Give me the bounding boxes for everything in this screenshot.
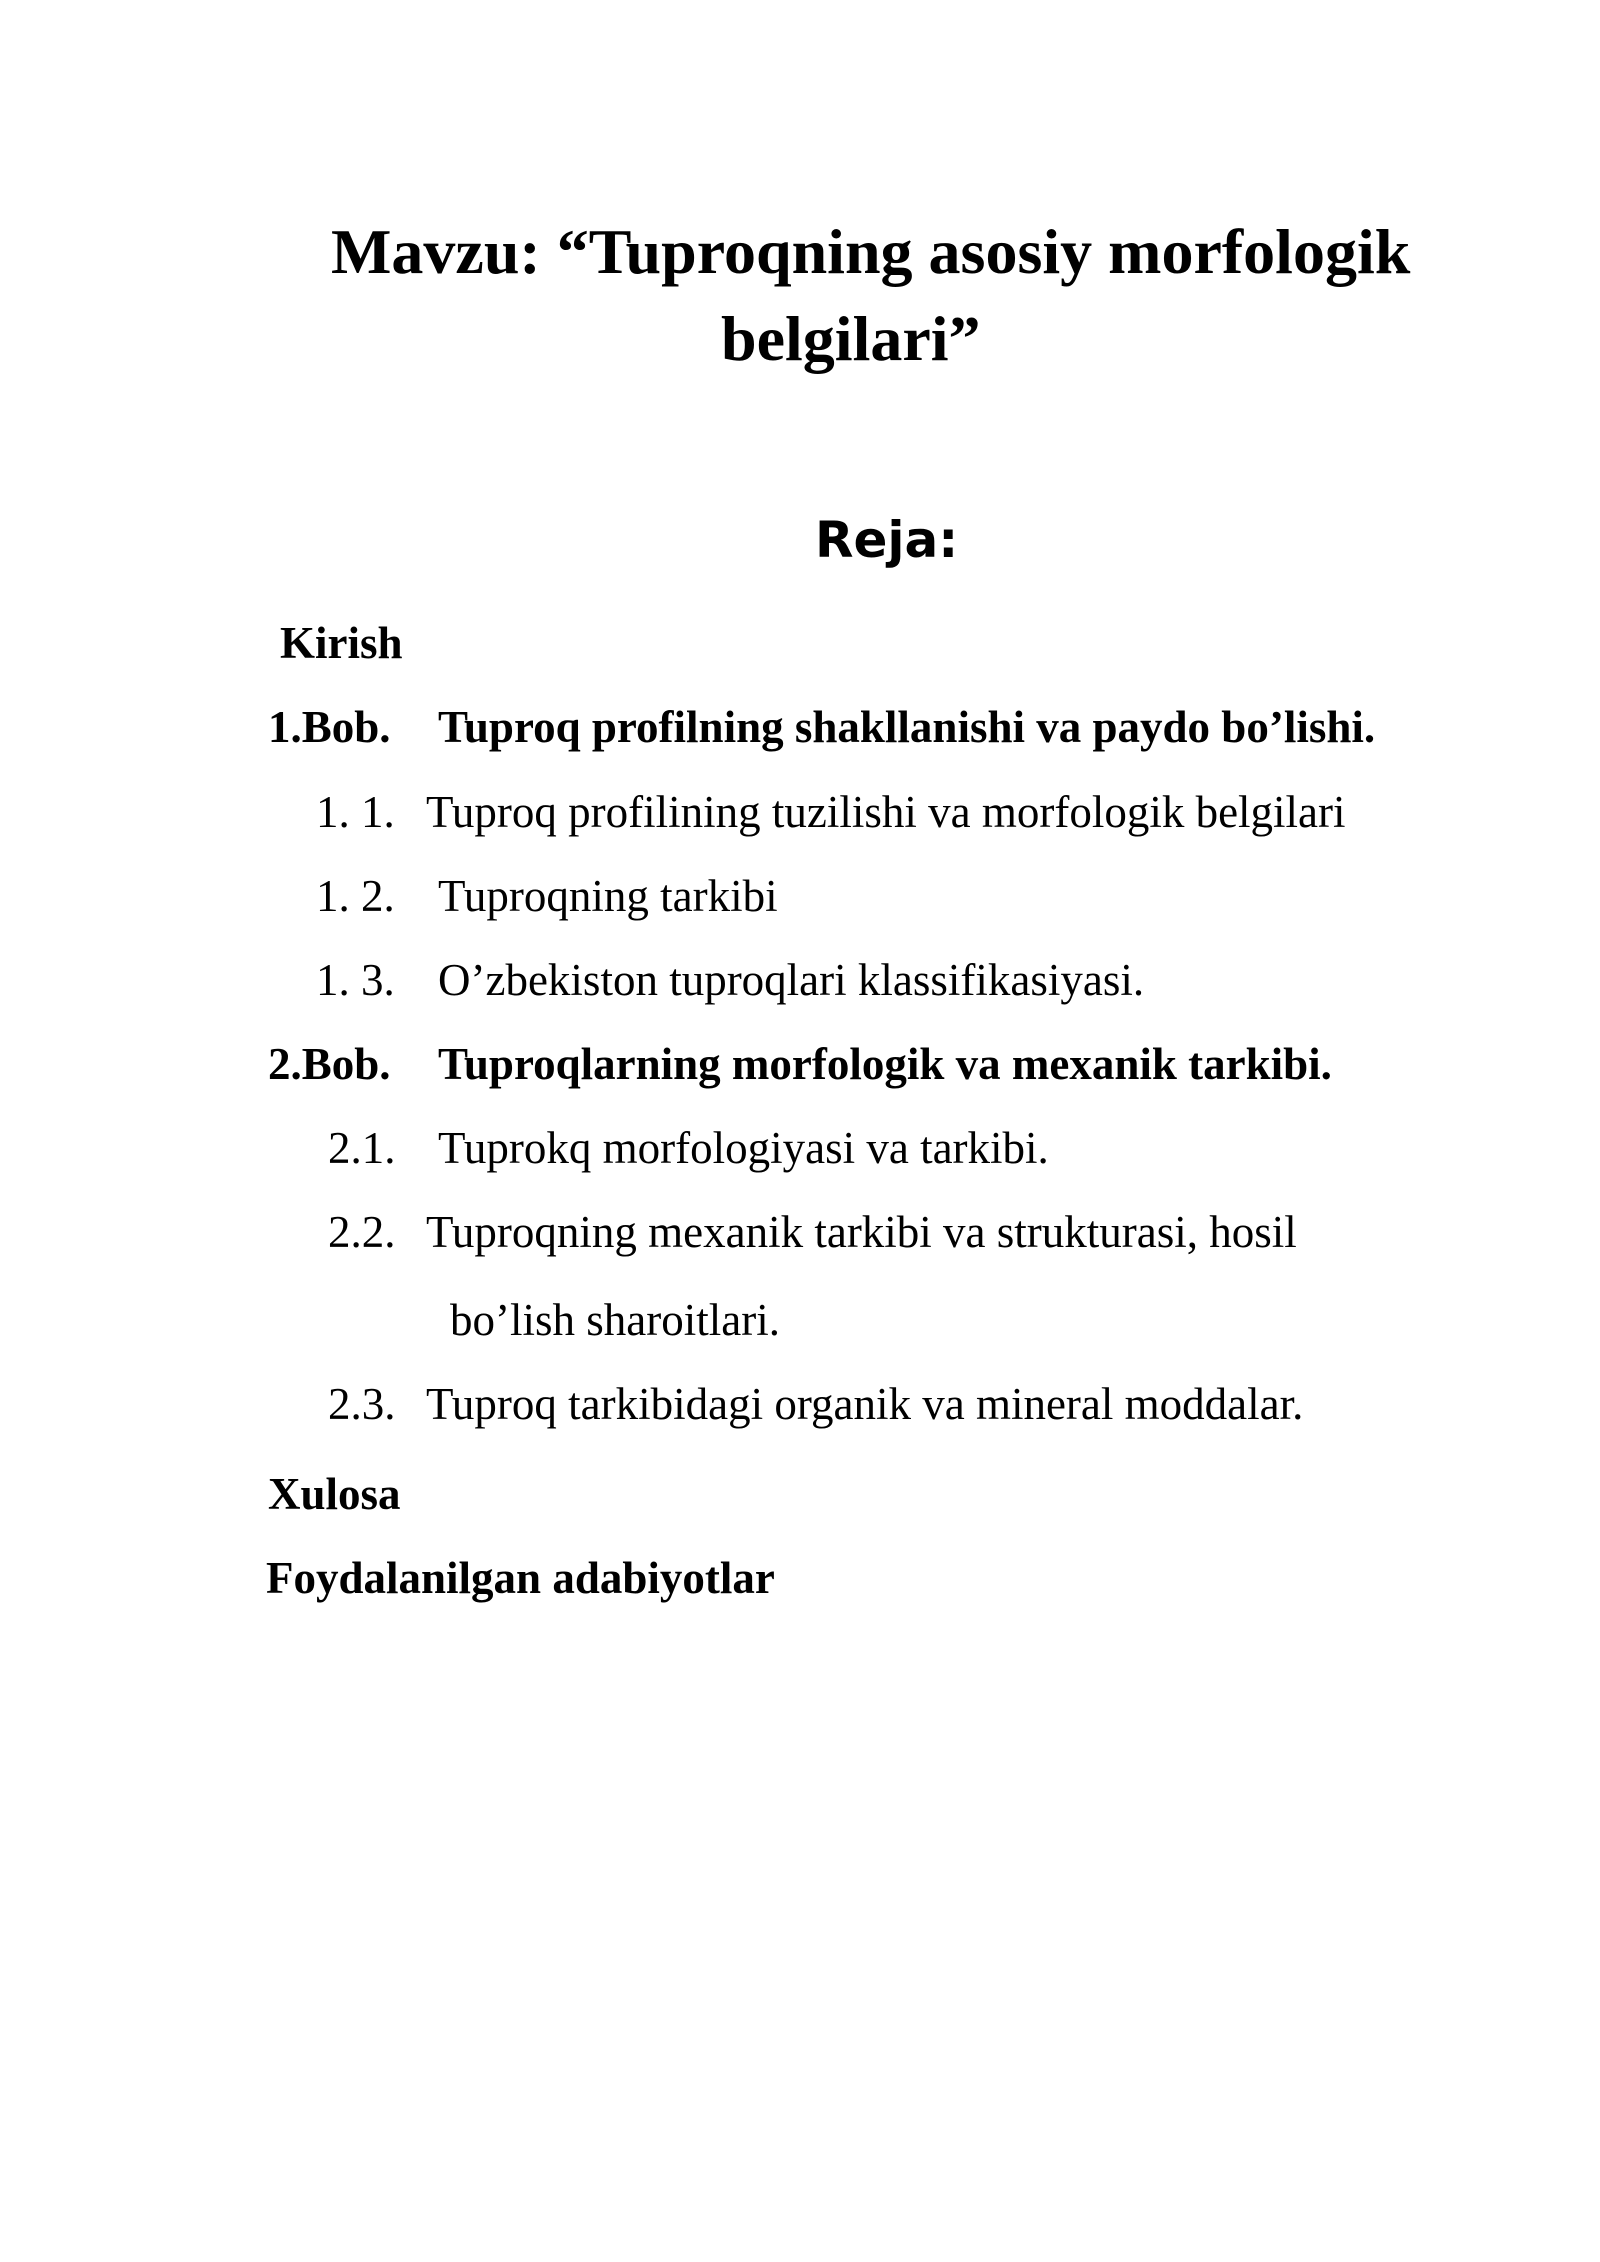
- toc-section-2-2-title: Tuproqning mexanik tarkibi va strukturasi, hosil: [426, 1207, 1297, 1257]
- title-line-1: Mavzu: “Tuproqning asosiy morfologik: [331, 216, 1411, 287]
- title-line-2: belgilari”: [721, 303, 981, 374]
- toc-conclusion: Xulosa: [268, 1469, 401, 1519]
- toc-chapter-1-number: 1.Bob.: [268, 702, 391, 752]
- toc-section-2-2-number: 2.2.: [328, 1207, 396, 1257]
- toc-section-1-1-number: 1. 1.: [316, 787, 395, 837]
- plan-heading: Reja:: [815, 511, 959, 569]
- toc-section-1-3-number: 1. 3.: [316, 955, 395, 1005]
- toc-section-1-2-title: Tuproqning tarkibi: [438, 871, 778, 921]
- toc-section-1-2-number: 1. 2.: [316, 871, 395, 921]
- toc-section-2-3-title: Tuproq tarkibidagi organik va mineral moddalar.: [426, 1379, 1304, 1429]
- toc-section-1-3-title: O’zbekiston tuproqlari klassifikasiyasi.: [438, 955, 1145, 1005]
- toc-references: Foydalanilgan adabiyotlar: [266, 1553, 775, 1603]
- toc-section-2-3-number: 2.3.: [328, 1379, 396, 1429]
- toc-section-1-1-title: Tuproq profilining tuzilishi va morfologik belgilari: [426, 787, 1346, 837]
- toc-section-2-2-continuation: bo’lish sharoitlari.: [450, 1295, 780, 1345]
- toc-section-2-1-number: 2.1.: [328, 1123, 396, 1173]
- toc-chapter-2-number: 2.Bob.: [268, 1039, 391, 1089]
- toc-chapter-2-title: Tuproqlarning morfologik va mexanik tarkibi.: [438, 1039, 1332, 1089]
- toc-chapter-1-title: Tuproq profilning shakllanishi va paydo bo’lishi.: [438, 702, 1376, 752]
- toc-section-2-1-title: Tuprokq morfologiyasi va tarkibi.: [438, 1123, 1049, 1173]
- toc-intro: Kirish: [280, 618, 403, 668]
